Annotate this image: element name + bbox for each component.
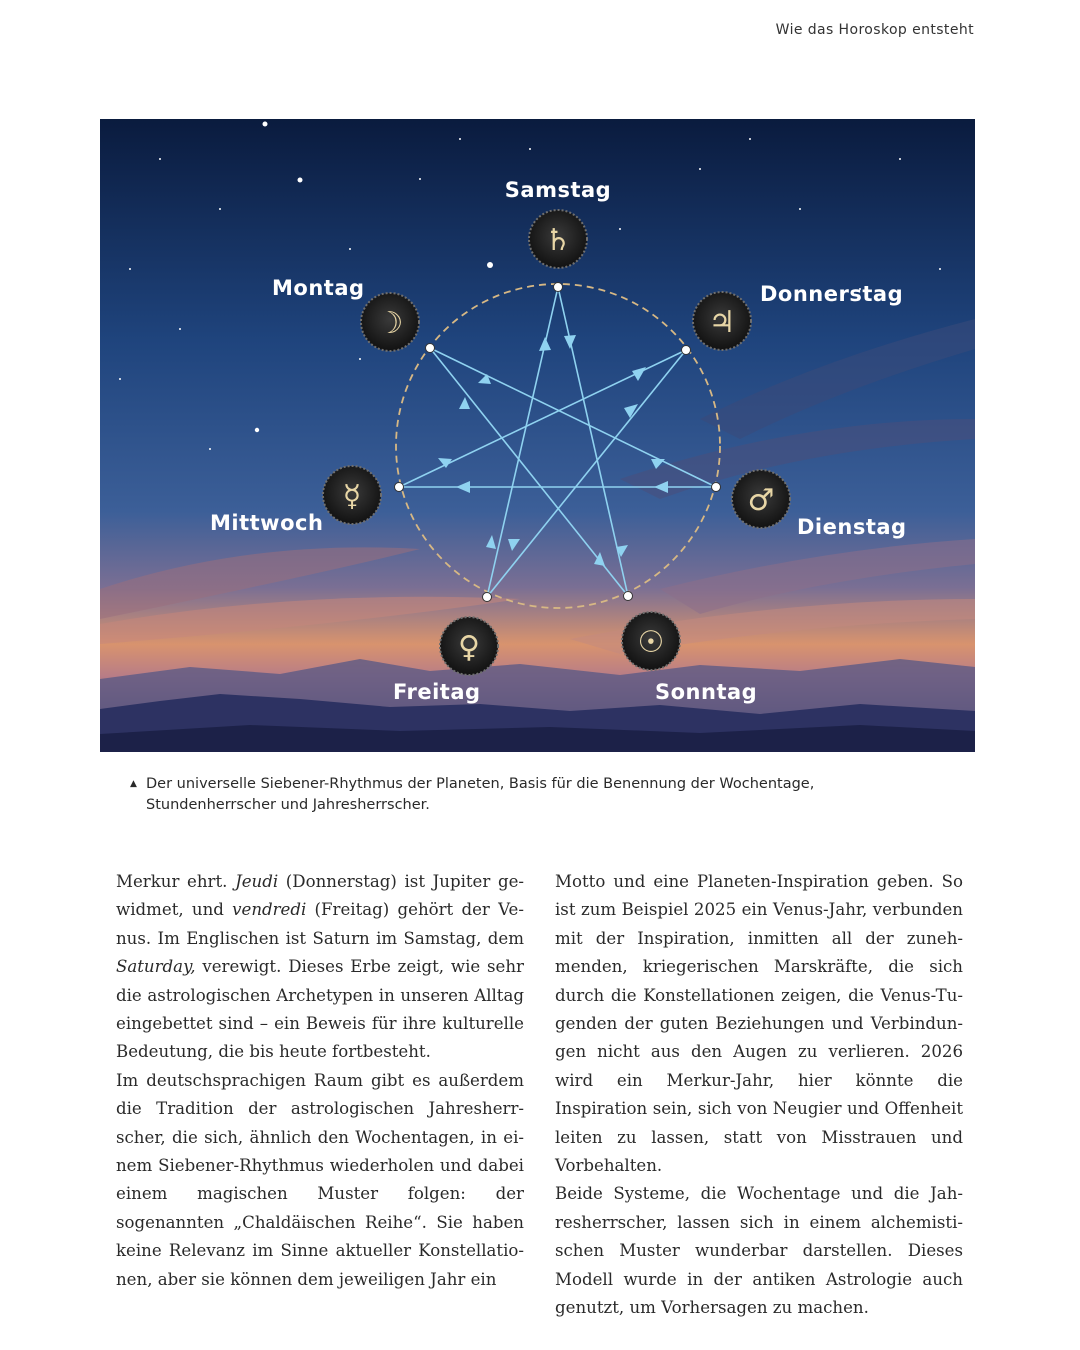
label-donnerstag: Donnerstag: [760, 282, 904, 306]
moon-icon: ☽: [376, 306, 404, 341]
text-run: (Freitag) gehört der Venus. Im Englischen ist Saturn im Samstag, dem: [116, 900, 524, 948]
caption-line-2: Stundenherrscher und Jahresherrscher.: [146, 797, 430, 813]
saturn-icon: ♄: [544, 223, 572, 258]
planet-freitag: [440, 617, 498, 675]
italic-term: vendredi: [232, 900, 307, 920]
text-run: verewigt. Dieses Erbe zeigt, wie sehr die astrologischen Archetypen in unseren Alltag eingebettet sind – ein Beweis für ihre kulturelle Bedeutung, die bis heute fortbesteht.: [116, 957, 524, 1062]
mars-icon: ♂: [747, 483, 775, 518]
label-freitag: Freitag: [393, 680, 481, 704]
caption-marker: ▲: [130, 779, 137, 789]
mercury-icon: ☿: [342, 479, 362, 514]
venus-icon: ♀: [458, 630, 480, 665]
paragraph: Im deutschsprachigen Raum gibt es außerdem die Tradition der astrologischen Jahresherrscher, die sich, ähnlich den Wochentagen, in einem Siebener-Rhythmus wiederholen und dabei einem magischen Muster folgen: der sogenannten „Chaldäischen Reihe“. Sie haben keine Relevanz im Sinne aktueller Konstellationen, aber sie können dem jeweiligen Jahr ein: [116, 1070, 524, 1289]
label-samstag: Samstag: [504, 178, 612, 202]
body-column-right: [555, 868, 963, 1323]
label-montag: Montag: [272, 276, 365, 300]
italic-term: Saturday,: [116, 957, 196, 977]
planet-mittwoch: [323, 466, 381, 524]
heptagram-figure: [100, 119, 975, 752]
label-sonntag: Sonntag: [655, 680, 758, 704]
label-dienstag: Dienstag: [797, 515, 907, 539]
paragraph: [116, 868, 524, 1067]
planet-sonntag: [622, 612, 680, 670]
planet-montag: [361, 293, 419, 351]
italic-term: Jeudi: [235, 872, 279, 891]
text-run: (Donnerstag) ist Jupiter gewidmet, und: [116, 872, 524, 920]
caption-line-1: Der universelle Siebener-Rhythmus der Planeten, Basis für die Benennung der Wochentage,: [146, 776, 815, 792]
planet-samstag: [529, 210, 587, 268]
jupiter-icon: ♃: [708, 305, 736, 340]
paragraph: Motto und eine Planeten-Inspiration geben. So ist zum Beispiel 2025 ein Venus-Jahr, verbunden mit der Inspiration, inmitten all der zunehmenden, kriegerischen Marskräfte, die sich durch die Konstellationen zeigen, die Venus-Tugenden der guten Beziehungen und Verbindungen nicht aus den Augen zu verlieren. 2026 wird ein Merkur-Jahr, hier könnte die Inspiration sein, sich von Neugier und Offenheit leiten zu lassen, statt von Misstrauen und Vorbehalten.: [555, 872, 963, 1176]
planet-dienstag: [732, 470, 790, 528]
mountains: [100, 659, 975, 752]
heptagram-illustration: [100, 119, 975, 752]
text-run: Merkur ehrt.: [116, 872, 236, 891]
sun-icon: ☉: [637, 625, 665, 660]
paragraph: Beide Systeme, die Wochentage und die Jahresherrscher, lassen sich in einem alchemistischen Muster wunderbar darstellen. Dieses Modell wurde in der antiken Astrologie auch genutzt, um Vorhersagen zu machen.: [555, 1184, 963, 1318]
label-mittwoch: Mittwoch: [210, 511, 324, 535]
body-column-left: [116, 868, 524, 1294]
planet-donnerstag: [693, 292, 751, 350]
figure-caption: [130, 774, 873, 816]
running-title: Wie das Horoskop entsteht: [775, 22, 974, 38]
